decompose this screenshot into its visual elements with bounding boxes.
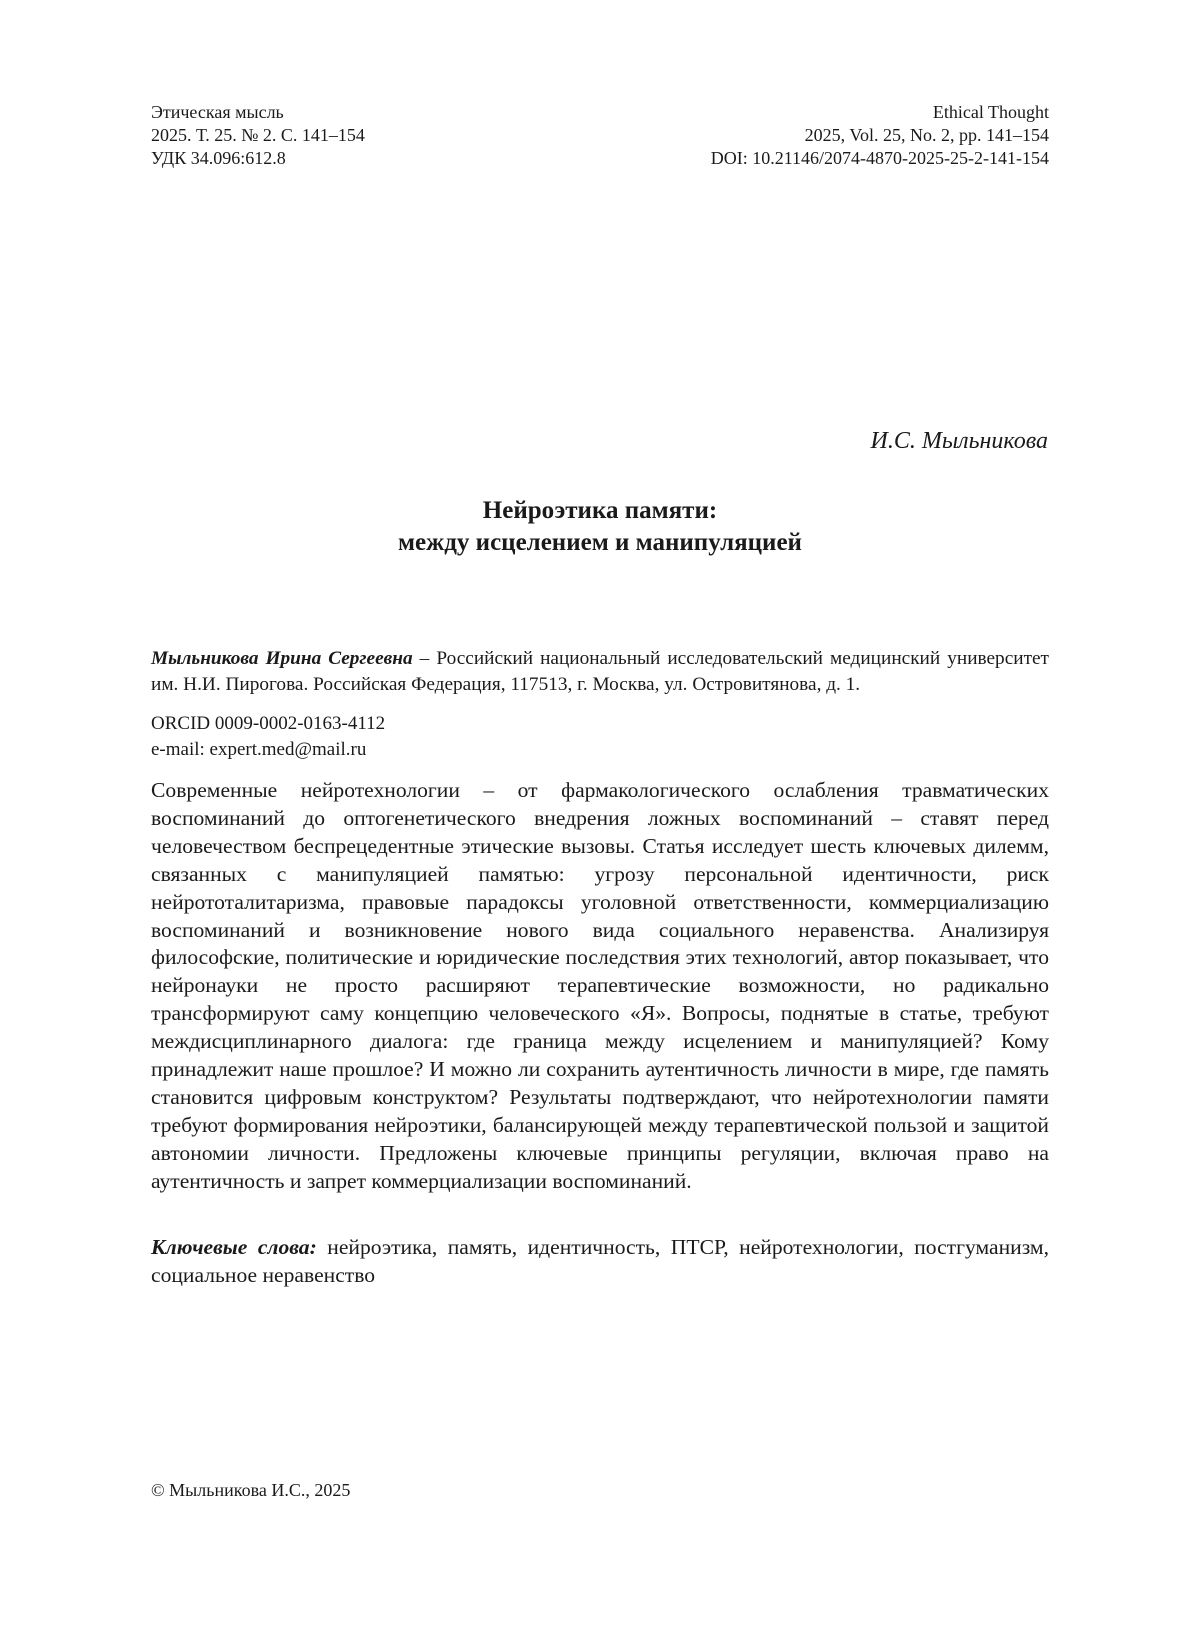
- article-title-line-2: между исцелением и манипуляцией: [398, 529, 802, 556]
- journal-issue-ru: 2025. Т. 25. № 2. С. 141–154: [151, 125, 365, 145]
- abstract-text: Современные нейротехнологии – от фармакологического ослабления травматических воспоминаний до оптогенетического внедрения ложных воспоминаний – ставят перед человечеством беспрецедентные этические вызовы. Статья исследует шесть ключевых дилемм, связанных с манипуляцией памятью: угрозу персональной идентичности, риск нейрототалитаризма, правовые парадоксы уголовной ответственности, коммерциализацию воспоминаний и возникновение нового вида социального неравенства. Анализируя философские, политические и юридические последствия этих технологий, автор показывает, что нейронауки не просто расширяют терапевтические возможности, но радикально трансформируют саму концепцию человеческого «Я». Вопросы, поднятые в статье, требуют междисциплинарного диалога: где граница между исцелением и манипуляцией? Кому принадлежит наше прошлое? И можно ли сохранить аутентичность личности в мире, где память становится цифровым конструктом? Результаты подтверждают, что нейротехнологии памяти требуют формирования нейроэтики, балансирующей между терапевтической пользой и защитой автономии личности. Предложены ключевые принципы регуляции, включая право на аутентичность и запрет коммерциализации воспоминаний.: [151, 778, 1049, 1193]
- author-full-name: Мыльникова Ирина Сергеевна: [151, 648, 413, 669]
- orcid: ORCID 0009-0002-0163-4112: [151, 713, 386, 734]
- affiliation-text: – Российский национальный исследовательский медицинский университет им. Н.И. Пирогова. Российская Федерация, 117513, г. Москва, ул. Островитянова, д. 1.: [151, 648, 1049, 695]
- journal-issue-en: 2025, Vol. 25, No. 2, pp. 141–154: [804, 125, 1049, 145]
- keywords: [151, 1233, 1049, 1289]
- article-title: [151, 495, 1049, 559]
- author-contacts: [151, 711, 385, 763]
- abstract: [151, 777, 1049, 1196]
- journal-name-en: Ethical Thought: [932, 102, 1049, 122]
- article-title-line-1: Нейроэтика памяти:: [482, 497, 718, 524]
- doi: DOI: 10.21146/2074-4870-2025-25-2-141-154: [710, 148, 1049, 168]
- udc-code: УДК 34.096:612.8: [151, 148, 286, 168]
- copyright: © Мыльникова И.С., 2025: [151, 1480, 351, 1500]
- keywords-label: Ключевые слова:: [151, 1235, 317, 1259]
- author-affiliation: [151, 646, 1049, 698]
- journal-meta-russian: [151, 101, 365, 170]
- author-short-name: И.С. Мыльникова: [870, 428, 1048, 454]
- keywords-list: нейроэтика, память, идентичность, ПТСР, нейротехнологии, постгуманизм, социальное неравенство: [151, 1235, 1049, 1287]
- email: e-mail: expert.med@mail.ru: [151, 739, 367, 760]
- journal-name-ru: Этическая мысль: [151, 102, 284, 122]
- journal-meta-english: [711, 101, 1049, 170]
